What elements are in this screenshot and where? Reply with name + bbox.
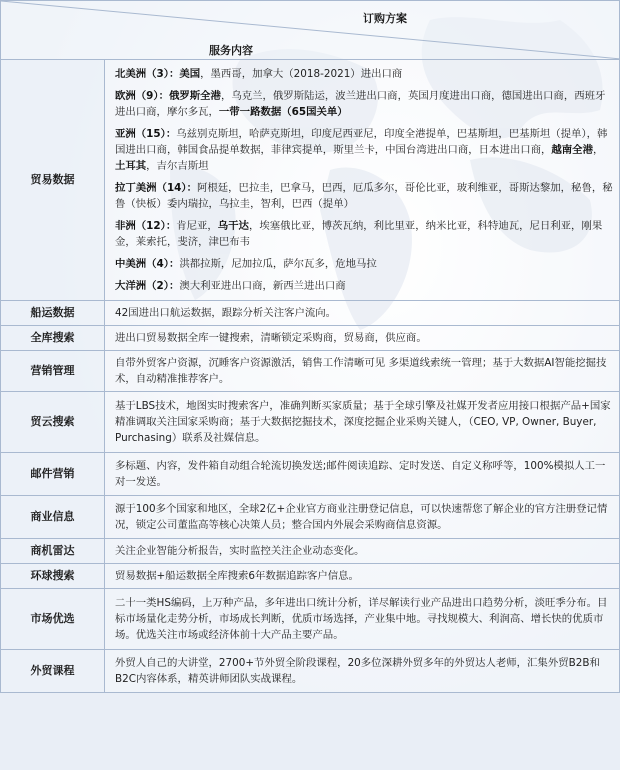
row-category: 全库搜索	[1, 326, 105, 351]
row-content: 进出口贸易数据全库一键搜索，清晰锁定采购商，贸易商，供应商。	[105, 326, 620, 351]
table-row	[1, 496, 620, 539]
row-content: 外贸人自己的大讲堂，2700+节外贸全阶段课程，20多位深耕外贸多年的外贸达人老师，汇集外贸B2B和B2C内容体系，精英讲师团队实战课程。	[105, 650, 620, 693]
region-countries: 土耳其	[115, 160, 147, 172]
region-paragraph	[115, 180, 613, 212]
table-row	[1, 539, 620, 564]
region-countries: ，墨西哥，加拿大（2018-2021）进出口商	[200, 68, 403, 80]
region-paragraph	[115, 66, 613, 82]
region-countries: 肯尼亚，	[176, 220, 218, 232]
plan-heading: 订购方案	[363, 12, 407, 25]
region-countries: 乌干达	[217, 220, 249, 232]
table-row	[1, 326, 620, 351]
table-row	[1, 650, 620, 693]
row-content: 贸易数据+船运数据全库搜索6年数据追踪客户信息。	[105, 564, 620, 589]
region-name: 大洋洲（2）：	[115, 280, 180, 292]
row-content: 自带外贸客户资源，沉睡客户资源激活，销售工作清晰可见 多渠道线索统一管理；基于大数据AI智能挖掘技术，自动精准推荐客户。	[105, 351, 620, 392]
region-paragraph	[115, 218, 613, 250]
region-countries: 洪都拉斯，尼加拉瓜，萨尔瓦多，危地马拉	[179, 258, 377, 270]
row-content: 关注企业智能分析报告，实时监控关注企业动态变化。	[105, 539, 620, 564]
row-content: 基于LBS技术，地图实时搜索客户，准确判断买家质量；基于全球引擎及社媒开发者应用接口根据产品+国家精准调取关注国家采购商；基于大数据挖掘技术，深度挖掘企业采购关键人，（CEO, VP, Owner, Buyer, Purchasing）联系及社媒信息。	[105, 392, 620, 453]
region-countries: 阿根廷，巴拉圭，巴拿马，巴西，厄瓜多尔，哥伦比亚，玻利维亚，哥斯达黎加，秘鲁，秘鲁（快板）委内瑞拉，乌拉圭，智利，巴西（提单）	[115, 182, 613, 210]
row-category: 船运数据	[1, 301, 105, 326]
region-name: 亚洲（15）：	[115, 128, 177, 140]
region-countries: 俄罗斯全港	[168, 90, 221, 102]
row-category: 营销管理	[1, 351, 105, 392]
row-category: 贸易数据	[1, 60, 105, 301]
row-category: 环球搜索	[1, 564, 105, 589]
table-row	[1, 453, 620, 496]
region-name: 非洲（12）：	[115, 220, 177, 232]
header-cell	[1, 1, 620, 60]
row-category: 贸云搜索	[1, 392, 105, 453]
row-category: 商业信息	[1, 496, 105, 539]
table-row	[1, 589, 620, 650]
region-countries: ，乌克兰，俄罗斯陆运，波兰进出口商，英国月度进出口商，德国进出口商，西班牙进出口商，摩尔多瓦，	[115, 90, 606, 118]
header-diagonal-divider	[1, 1, 620, 59]
row-category: 商机雷达	[1, 539, 105, 564]
row-category: 外贸课程	[1, 650, 105, 693]
region-name: 北美洲（3）：	[115, 68, 180, 80]
region-countries: 越南全港	[551, 144, 593, 156]
region-countries: 澳大利亚进出口商，新西兰进出口商	[179, 280, 346, 292]
trade-data-content	[105, 60, 620, 301]
row-content: 二十一类HS编码，上万种产品，多年进出口统计分析，详尽解读行业产品进出口趋势分析，淡旺季分布。目标市场量化走势分析，市场成长判断，优质市场选择，产业集中地。寻找规模大、利润高、增长快的优质市场。优选关注市场或经济体前十大产品主要产品。	[105, 589, 620, 650]
table-row	[1, 392, 620, 453]
table-row	[1, 60, 620, 301]
table-row	[1, 351, 620, 392]
region-name: 拉丁美洲（14）：	[115, 182, 197, 194]
region-countries: 一带一路数据（65国关单）	[218, 106, 348, 118]
row-content: 42国进出口航运数据，跟踪分析关注客户流向。	[105, 301, 620, 326]
region-name: 欧洲（9）：	[115, 90, 169, 102]
service-heading: 服务内容	[209, 44, 253, 57]
region-paragraph	[115, 126, 613, 174]
region-paragraph	[115, 278, 613, 294]
region-countries: 乌兹别克斯坦，哈萨克斯坦，印度尼西亚尼，印度全港提单，巴基斯坦，巴基斯坦（提单），韩国进出口商，韩国食品提单数据，菲律宾提单，斯里兰卡，中国台湾进出口商，日本进出口商，	[115, 128, 608, 156]
row-content: 多标题、内容，发件箱自动组合轮流切换发送;邮件阅读追踪、定时发送、自定义称呼等，100%模拟人工一对一发送。	[105, 453, 620, 496]
region-countries: ，	[592, 144, 604, 156]
row-category: 邮件营销	[1, 453, 105, 496]
region-paragraph	[115, 256, 613, 272]
region-countries: ，埃塞俄比亚，博茨瓦纳，利比里亚，纳米比亚，科特迪瓦，尼日利亚，刚果金，莱索托，斐济，津巴布韦	[115, 220, 603, 248]
region-name: 中美洲（4）：	[115, 258, 180, 270]
table-row	[1, 564, 620, 589]
row-content: 源于100多个国家和地区，全球2亿+企业官方商业注册登记信息，可以快速帮您了解企业的官方注册登记情况，锁定公司董监高等核心决策人员；整合国内外展会采购商信息资源。	[105, 496, 620, 539]
table-row	[1, 301, 620, 326]
region-countries: ，吉尔吉斯坦	[146, 160, 209, 172]
table-header	[1, 1, 620, 60]
region-countries: 美国	[179, 68, 201, 80]
region-paragraph	[115, 88, 613, 120]
row-category: 市场优选	[1, 589, 105, 650]
